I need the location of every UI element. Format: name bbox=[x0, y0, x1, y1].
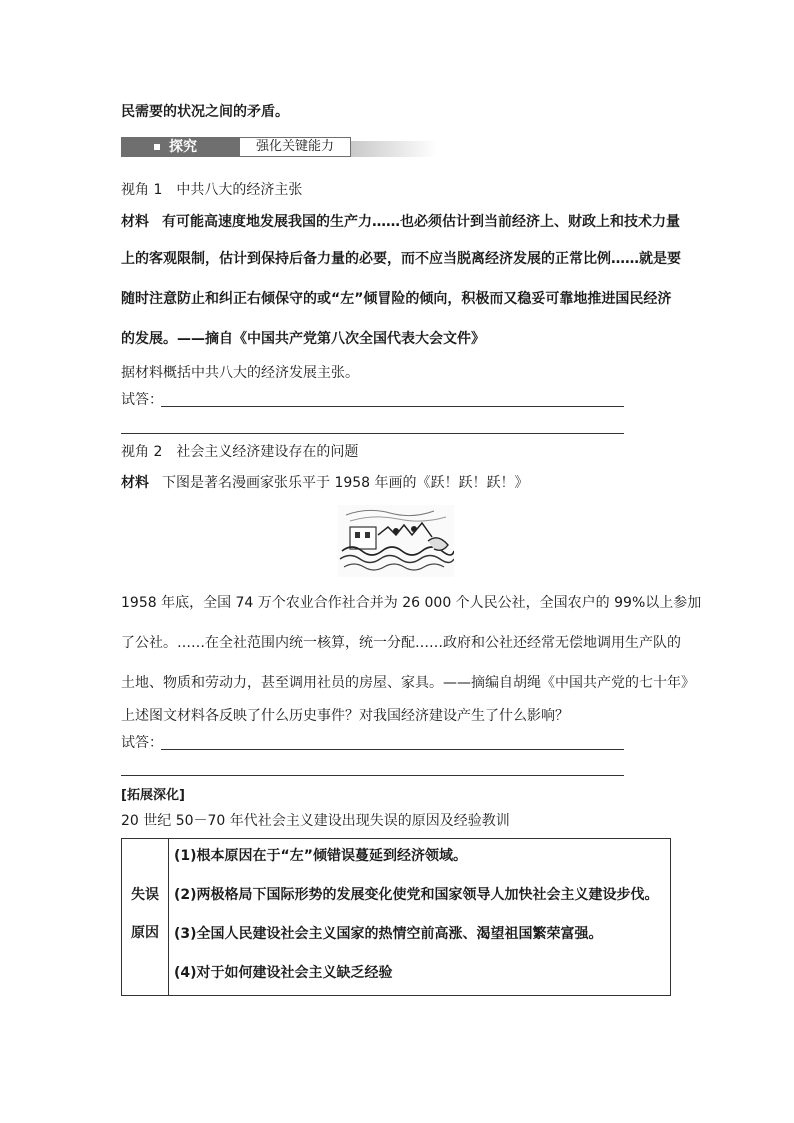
extension-label: [拓展深化] bbox=[121, 788, 185, 803]
banner-gradient-tail bbox=[351, 141, 437, 157]
causes-table bbox=[121, 838, 671, 996]
view2-text-line: 1958 年底，全国 74 万个农业合作社合并为 26 000 个人民公社，全国农户的 99%以上参加 bbox=[121, 595, 702, 611]
view1-material-line: 随时注意防止和纠正右倾保守的或“左”倾冒险的倾向，积极而又稳妥可靠地推进国民经济 bbox=[121, 291, 672, 307]
table-cause-item: (4)对于如何建设社会主义缺乏经验 bbox=[174, 965, 393, 981]
table-cause-item: (1)根本原因在于“左”倾错误蔓延到经济领域。 bbox=[174, 848, 467, 864]
view1-material-label: 材料 bbox=[121, 214, 149, 230]
cartoon-image bbox=[338, 505, 454, 577]
view2-material-intro: 下图是著名漫画家张乐平于 1958 年画的《跃！跃！跃！》 bbox=[162, 475, 529, 491]
view1-material-line: 的发展。——摘自《中国共产党第八次全国代表大会文件》 bbox=[121, 331, 485, 347]
view1-question: 据材料概括中共八大的经济发展主张。 bbox=[121, 365, 359, 381]
section-subtitle-box bbox=[239, 137, 351, 157]
section-label: 探究 bbox=[169, 139, 197, 155]
view1-answer-line-1[interactable] bbox=[161, 406, 624, 407]
table-cause-item: (2)两极格局下国际形势的发展变化使党和国家领导人加快社会主义建设步伐。 bbox=[174, 887, 659, 903]
view1-material-line: 上的客观限制，估计到保持后备力量的必要，而不应当脱离经济发展的正常比例……就是要 bbox=[121, 251, 681, 267]
view2-answer-line-1[interactable] bbox=[161, 749, 624, 750]
section-subtitle: 强化关键能力 bbox=[256, 139, 335, 154]
view2-heading: 视角 2 社会主义经济建设存在的问题 bbox=[121, 444, 359, 460]
view2-answer-label: 试答： bbox=[121, 735, 163, 751]
view2-answer-line-2[interactable] bbox=[121, 775, 624, 776]
table-row-header-line1: 失误 bbox=[131, 887, 159, 903]
section-banner bbox=[121, 137, 437, 159]
view1-answer-line-2[interactable] bbox=[121, 433, 624, 434]
section-label-block bbox=[121, 137, 239, 157]
view2-question: 上述图文材料各反映了什么历史事件？对我国经济建设产生了什么影响？ bbox=[121, 708, 569, 724]
square-bullet-icon bbox=[154, 144, 160, 150]
table-cause-item: (3)全国人民建设社会主义国家的热情空前高涨、渴望祖国繁荣富强。 bbox=[174, 926, 603, 942]
view2-text-line: 土地、物质和劳动力，甚至调用社员的房屋、家具。——摘编自胡绳《中国共产党的七十年》 bbox=[121, 675, 695, 691]
view1-heading: 视角 1 中共八大的经济主张 bbox=[121, 182, 303, 198]
view1-material-line: 有可能高速度地发展我国的生产力……也必须估计到当前经济上、财政上和技术力量 bbox=[162, 214, 680, 230]
table-row-header-line2: 原因 bbox=[131, 925, 159, 941]
view2-material-label: 材料 bbox=[121, 475, 149, 491]
table-divider bbox=[168, 839, 169, 995]
view1-answer-label: 试答： bbox=[121, 392, 163, 408]
view2-text-line: 了公社。……在全社范围内统一核算，统一分配……政府和公社还经常无偿地调用生产队的 bbox=[121, 635, 681, 651]
extension-title: 20 世纪 50－70 年代社会主义建设出现失误的原因及经验教训 bbox=[121, 813, 510, 829]
intro-tail-text: 民需要的状况之间的矛盾。 bbox=[121, 104, 289, 120]
